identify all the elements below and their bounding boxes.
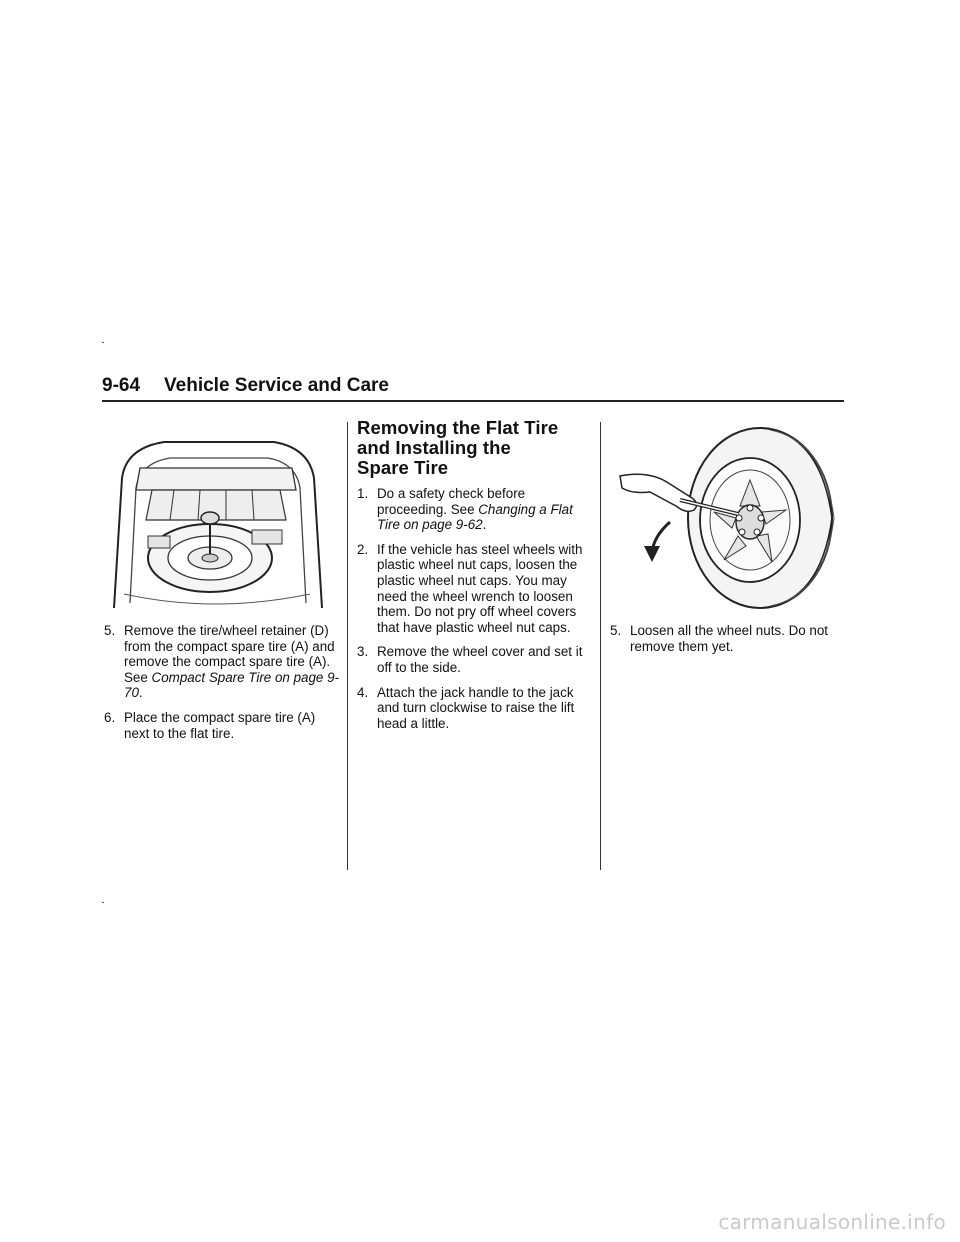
column-2 bbox=[357, 418, 593, 740]
cross-reference-link[interactable]: Changing a Flat Tire on page 9-62 bbox=[377, 501, 573, 533]
column-1 bbox=[104, 418, 340, 750]
steps-list-col1 bbox=[104, 623, 340, 741]
column-3 bbox=[610, 418, 846, 663]
list-item: 2. If the vehicle has steel wheels with plastic wheel nut caps, loosen the plastic wheel nut caps. You may need the wheel wrench to loosen them. Do not pry off wheel covers that have plastic wheel nut caps. bbox=[357, 541, 583, 635]
column-divider bbox=[600, 422, 601, 870]
crop-mark-top bbox=[102, 342, 104, 343]
list-item: 1. Do a safety check before proceeding. See Changing a Flat Tire on page 9-62. bbox=[357, 486, 573, 533]
list-item: 3. Remove the wheel cover and set it off to the side. bbox=[357, 644, 583, 675]
steps-list-col2 bbox=[357, 486, 593, 731]
steps-list-col3 bbox=[610, 623, 846, 654]
page-header bbox=[102, 372, 844, 402]
column-divider bbox=[347, 422, 348, 870]
list-item: 6. Place the compact spare tire (A) next to the flat tire. bbox=[104, 709, 316, 741]
loosen-wheel-nuts-illustration bbox=[610, 418, 838, 613]
page-number: 9-64 bbox=[102, 375, 141, 396]
list-item: 5. Remove the tire/wheel retainer (D) from the compact spare tire (A) and remove the compact spare tire (A). See Compact Spare Tire on page 9-70. bbox=[104, 623, 339, 701]
section-heading: Removing the Flat Tire and Installing the Spare Tire bbox=[357, 417, 559, 478]
list-item: 5. Loosen all the wheel nuts. Do not remove them yet. bbox=[610, 623, 829, 654]
list-item: 4. Attach the jack handle to the jack and turn clockwise to raise the lift head a little. bbox=[357, 684, 575, 731]
watermark: carmanualsonline.info bbox=[718, 1210, 946, 1234]
section-title: Vehicle Service and Care bbox=[164, 375, 389, 396]
cross-reference-link[interactable]: Compact Spare Tire on page 9-70 bbox=[124, 669, 339, 701]
trunk-spare-tire-illustration bbox=[104, 418, 328, 613]
crop-mark-bottom bbox=[102, 902, 104, 903]
